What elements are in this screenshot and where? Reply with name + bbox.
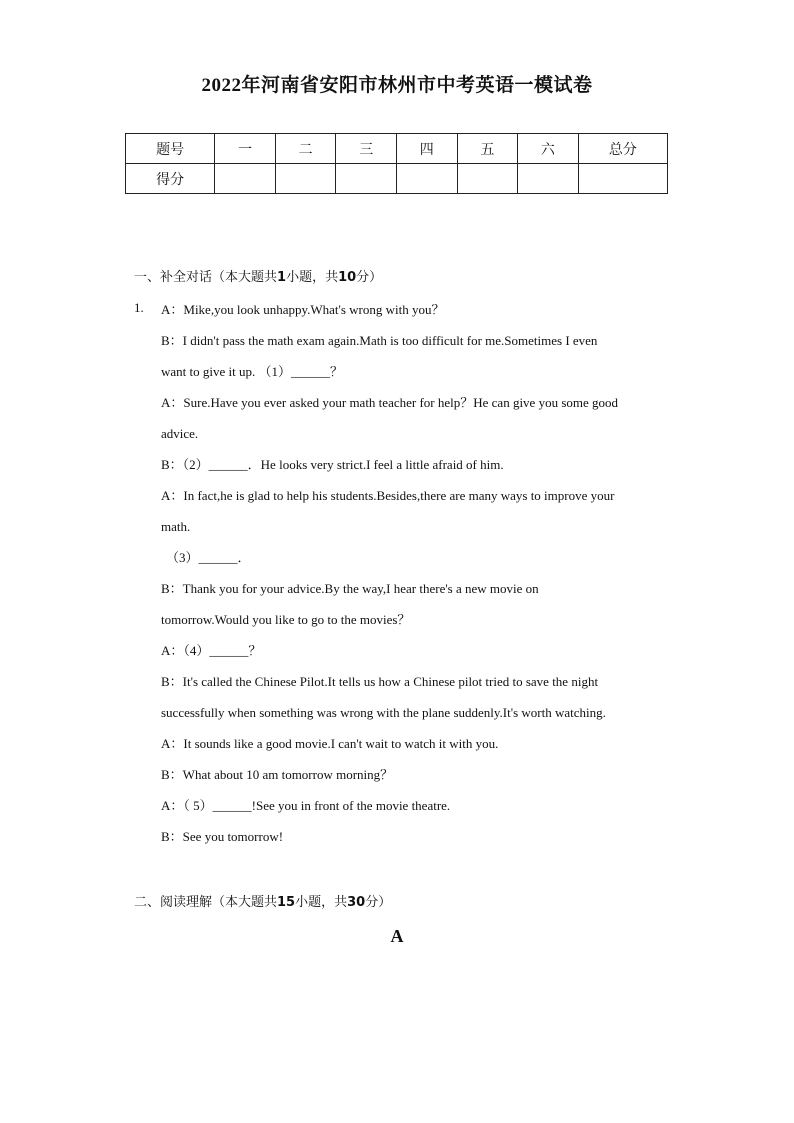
section-heading-text: 小题，共 [286,270,339,285]
dialogue-line: （3）______． [166,550,251,565]
dialogue-line: A：Mike,you look unhappy.What's wrong with you？ [161,302,445,317]
score-header-cell: 三 [336,134,397,164]
score-table-header-row [126,134,668,164]
section-heading-text: 一、补全对话（本大题共 [134,270,278,285]
dialogue-line: A：In fact,he is glad to help his students.Besides,there are many ways to improve your [161,488,615,503]
section-heading-text: 二、阅读理解（本大题共 [134,895,278,910]
dialogue-body [161,294,661,852]
score-table-score-row [126,164,668,194]
dialogue-line: B：It's called the Chinese Pilot.It tells us how a Chinese pilot tried to save the night [161,674,599,689]
section-question-count: 15 [277,895,296,910]
score-header-cell: 四 [396,134,457,164]
dialogue-line: A：（4）______？ [161,643,262,658]
dialogue-line: want to give it up. （1）______？ [161,364,343,379]
score-cell [518,164,579,194]
score-header-cell: 五 [457,134,518,164]
passage-label: A [390,926,404,946]
score-cell [578,164,667,194]
section-question-count: 1 [277,270,287,285]
section-heading-dialogue [134,266,382,285]
score-cell [215,164,276,194]
score-header-cell: 二 [275,134,336,164]
score-row-label: 得分 [126,164,215,194]
score-header-cell: 六 [518,134,579,164]
page-title: 2022年河南省安阳市林州市中考英语一模试卷 [201,75,593,96]
dialogue-line: tomorrow.Would you like to go to the movies？ [161,612,411,627]
section-heading-reading [134,891,391,910]
score-cell [336,164,397,194]
section-heading-text: 分） [365,895,392,910]
score-cell [396,164,457,194]
dialogue-line: B：See you tomorrow! [161,829,284,844]
score-table [125,133,668,194]
dialogue-line: successfully when something was wrong with the plane suddenly.It's worth watching. [161,705,606,720]
score-header-cell: 题号 [126,134,215,164]
dialogue-line: B：I didn't pass the math exam again.Math is too difficult for me.Sometimes I even [161,333,598,348]
score-header-cell: 总分 [578,134,667,164]
section-heading-text: 小题，共 [295,895,348,910]
question-number: 1. [134,300,144,315]
dialogue-line: A：Sure.Have you ever asked your math teacher for help？He can give you some good [161,395,619,410]
dialogue-line: advice. [161,426,199,441]
section-points: 30 [347,895,366,910]
score-cell [457,164,518,194]
dialogue-line: B：Thank you for your advice.By the way,I hear there's a new movie on [161,581,539,596]
dialogue-line: math. [161,519,191,534]
section-points: 10 [338,270,357,285]
score-header-cell: 一 [215,134,276,164]
dialogue-line: B：What about 10 am tomorrow morning？ [161,767,394,782]
dialogue-line: B：（2）______．He looks very strict.I feel a little afraid of him. [161,457,504,472]
dialogue-line: A：It sounds like a good movie.I can't wait to watch it with you. [161,736,499,751]
section-heading-text: 分） [356,270,383,285]
score-cell [275,164,336,194]
dialogue-line: A：（ 5）______!See you in front of the movie theatre. [161,798,451,813]
